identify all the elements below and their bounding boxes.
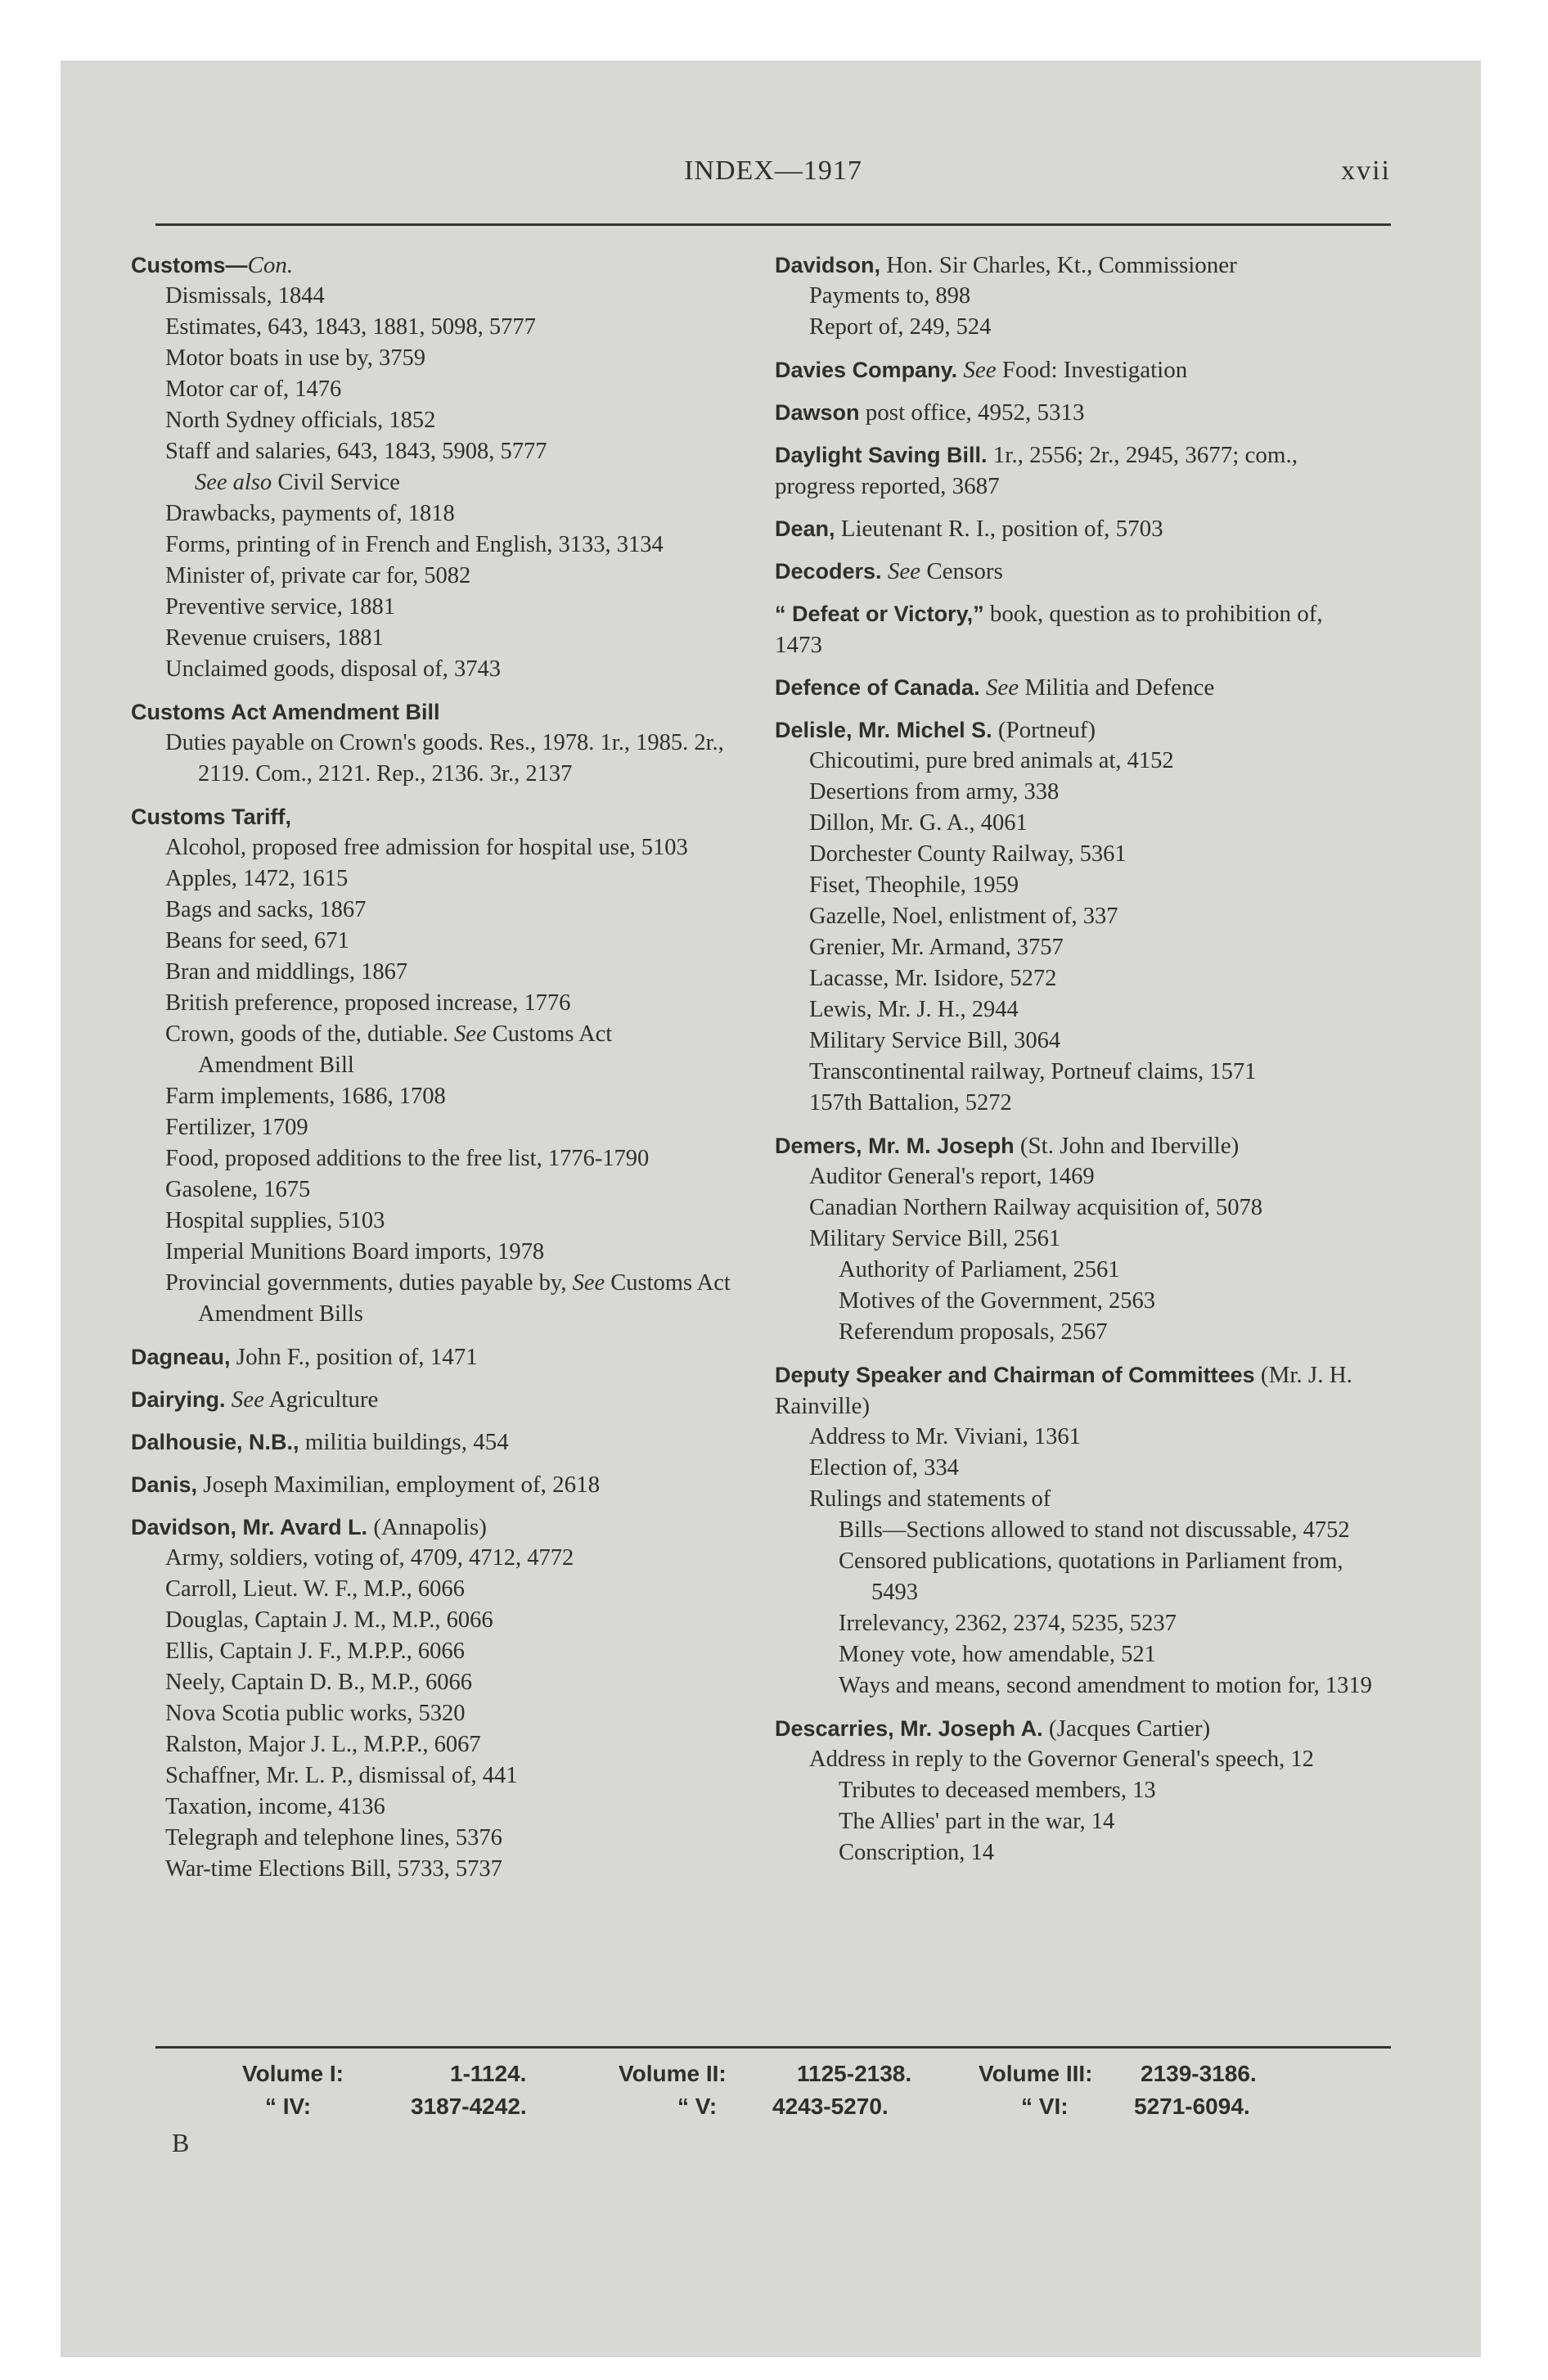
signature-mark: B [172, 2128, 190, 2157]
entry-text: Forms, printing of in French and English, 3133, 3134 [165, 532, 664, 557]
index-subentry [121, 1543, 731, 1574]
entry-text: Bills—Sections allowed to stand not discussable, 4752 [839, 1517, 1350, 1543]
entry-text: British preference, proposed increase, 1776 [165, 990, 571, 1016]
index-heading [765, 714, 1375, 746]
index-subentry [765, 1088, 1375, 1119]
entry-text: Money vote, how amendable, 521 [839, 1642, 1156, 1667]
entry-gap [765, 428, 1375, 439]
entry-text: Staff and salaries, 643, 1843, 5908, 5777 [165, 439, 547, 464]
entry-gap [121, 1373, 731, 1384]
index-subentry [765, 1484, 1375, 1515]
entry-text: Motor boats in use by, 3759 [165, 345, 425, 371]
entry-text: Minister of, private car for, 5082 [165, 563, 471, 588]
index-subentry [121, 988, 731, 1019]
index-subentry [121, 592, 731, 623]
index-heading [765, 354, 1375, 385]
volume-key-row-1 [155, 2061, 1391, 2094]
entry-text: Dismissals, 1844 [165, 283, 325, 309]
heading-detail: book, question as to prohibition of, 1473 [775, 601, 1323, 658]
volume-range: 2139-3186. [1141, 2061, 1257, 2086]
index-subentry [121, 1268, 731, 1330]
index-heading [121, 1469, 731, 1500]
index-subentry [121, 343, 731, 374]
index-subentry [121, 1698, 731, 1729]
left-index-column [121, 250, 731, 1885]
see-target: Customs Act Amendment Bills [198, 1270, 731, 1327]
heading-detail: Censors [920, 558, 1003, 584]
entry-text: Dillon, Mr. G. A., 4061 [809, 810, 1028, 836]
header-rule [155, 223, 1391, 226]
entry-text: Hospital supplies, 5103 [165, 1208, 385, 1233]
index-subsubentry [765, 1515, 1375, 1546]
index-heading [765, 1359, 1375, 1422]
heading-detail: (Jacques Cartier) [1042, 1715, 1211, 1742]
see-target: Customs Act Amendment Bill [198, 1021, 613, 1078]
index-subentry [121, 1667, 731, 1698]
volume-label: Volume II: [619, 2061, 727, 2086]
index-subentry [765, 963, 1375, 994]
entry-text: Crown, goods of the, dutiable. [165, 1021, 455, 1047]
entry-gap [121, 1500, 731, 1512]
page-number: xvii [1341, 156, 1391, 186]
heading-term: Davies Company. [775, 358, 958, 382]
index-subentry [121, 895, 731, 926]
entry-text: Election of, 334 [809, 1455, 959, 1481]
index-subsubentry [765, 1286, 1375, 1317]
entry-text: Estimates, 643, 1843, 1881, 5098, 5777 [165, 314, 536, 340]
entry-text: Rulings and statements of [809, 1486, 1051, 1512]
see-reference: See [454, 1021, 487, 1047]
heading-term: “ Defeat or Victory,” [775, 602, 984, 626]
entry-text: Bags and sacks, 1867 [165, 897, 367, 922]
heading-term: Delisle, Mr. Michel S. [775, 718, 992, 742]
entry-text: Food, proposed additions to the free list, 1776-1790 [165, 1146, 650, 1171]
index-heading [765, 439, 1375, 502]
index-subentry [121, 561, 731, 592]
entry-gap [121, 790, 731, 801]
heading-term: Davidson, Mr. Avard L. [131, 1515, 368, 1539]
index-heading [121, 1341, 731, 1373]
entry-text: Desertions from army, 338 [809, 779, 1060, 805]
index-subentry [765, 808, 1375, 839]
volume-label: “ IV: [265, 2094, 312, 2119]
index-subsubentry [765, 1775, 1375, 1806]
index-subentry [121, 623, 731, 654]
page-title: INDEX—1917 [684, 156, 862, 186]
entry-gap [765, 1348, 1375, 1359]
entry-text: Military Service Bill, 3064 [809, 1028, 1061, 1053]
entry-text: North Sydney officials, 1852 [165, 408, 436, 433]
entry-text: Conscription, 14 [839, 1840, 994, 1865]
entry-text: Farm implements, 1686, 1708 [165, 1084, 446, 1109]
index-subentry [121, 1792, 731, 1823]
entry-text: Gazelle, Noel, enlistment of, 337 [809, 904, 1118, 929]
footer-rule [155, 2046, 1391, 2049]
index-subentry [121, 832, 731, 863]
entry-text: Tributes to deceased members, 13 [839, 1778, 1156, 1803]
index-heading [121, 1512, 731, 1543]
entry-text: Carroll, Lieut. W. F., M.P., 6066 [165, 1576, 465, 1602]
index-heading [765, 513, 1375, 544]
heading-detail: Militia and Defence [1019, 674, 1215, 701]
index-subentry [765, 777, 1375, 808]
volume-label: Volume I: [242, 2061, 344, 2086]
see-reference: See [881, 558, 921, 584]
heading-continued: Con. [247, 252, 294, 278]
heading-term: Danis, [131, 1472, 198, 1497]
index-heading [765, 598, 1375, 660]
volume-range: 1-1124. [450, 2061, 527, 2086]
entry-text: Auditor General's report, 1469 [809, 1164, 1095, 1189]
entry-text: Army, soldiers, voting of, 4709, 4712, 4772 [165, 1545, 574, 1571]
entry-text: Dorchester County Railway, 5361 [809, 841, 1127, 867]
index-heading [765, 1713, 1375, 1744]
index-subentry [121, 498, 731, 530]
index-subentry [121, 1574, 731, 1605]
index-subentry [765, 1057, 1375, 1088]
entry-text: Motives of the Government, 2563 [839, 1288, 1156, 1314]
index-subsubentry [765, 1255, 1375, 1286]
heading-term: Davidson, [775, 253, 881, 277]
entry-gap [765, 544, 1375, 556]
entry-text: Ways and means, second amendment to motion for, 1319 [839, 1673, 1372, 1698]
index-heading [121, 801, 731, 832]
index-subentry [121, 1143, 731, 1174]
index-subentry [121, 957, 731, 988]
heading-term: Dagneau, [131, 1345, 231, 1369]
entry-text: Censored publications, quotations in Parliament from, 5493 [839, 1548, 1343, 1605]
heading-detail: Agriculture [264, 1386, 379, 1413]
heading-detail: Lieutenant R. I., position of, 5703 [835, 516, 1163, 542]
entry-gap [765, 587, 1375, 598]
index-subentry [121, 281, 731, 312]
heading-term: Dalhousie, N.B., [131, 1430, 299, 1454]
entry-gap [121, 1458, 731, 1469]
heading-detail: Hon. Sir Charles, Kt., Commissioner [880, 252, 1237, 278]
index-subentry [121, 1206, 731, 1237]
entry-text: Provincial governments, duties payable by, [165, 1270, 573, 1296]
entry-text: War-time Elections Bill, 5733, 5737 [165, 1856, 502, 1882]
index-subentry [121, 1019, 731, 1081]
index-subentry [121, 1729, 731, 1760]
heading-term: Demers, Mr. M. Joseph [775, 1134, 1015, 1158]
heading-term: Deputy Speaker and Chairman of Committees [775, 1363, 1255, 1387]
heading-detail: militia buildings, 454 [299, 1429, 509, 1455]
volume-label: “ VI: [1021, 2094, 1069, 2119]
index-subentry [765, 1224, 1375, 1255]
entry-text: 157th Battalion, 5272 [809, 1090, 1012, 1116]
entry-text: Civil Service [272, 470, 400, 495]
entry-gap [765, 1119, 1375, 1130]
index-subentry [765, 839, 1375, 870]
index-subsubentry [765, 1608, 1375, 1639]
entry-gap [765, 1702, 1375, 1713]
entry-text: Chicoutimi, pure bred animals at, 4152 [809, 748, 1174, 773]
index-subentry [765, 870, 1375, 901]
see-reference: See [572, 1270, 605, 1296]
heading-term: Decoders. [775, 559, 882, 584]
index-heading [121, 1427, 731, 1458]
entry-text: Taxation, income, 4136 [165, 1794, 385, 1819]
index-subentry [765, 1453, 1375, 1484]
heading-detail: (St. John and Iberville) [1014, 1133, 1240, 1159]
entry-text: Address to Mr. Viviani, 1361 [809, 1424, 1081, 1449]
index-subentry [765, 1192, 1375, 1224]
entry-text: Ellis, Captain J. F., M.P.P., 6066 [165, 1639, 465, 1664]
index-subentry [121, 1760, 731, 1792]
entry-text: Apples, 1472, 1615 [165, 866, 349, 891]
index-subsubentry [765, 1806, 1375, 1837]
index-subsubentry [121, 467, 731, 498]
index-subentry [765, 994, 1375, 1025]
index-subentry [765, 312, 1375, 343]
index-subentry [121, 863, 731, 895]
index-subentry [121, 436, 731, 467]
index-subsubentry [765, 1670, 1375, 1702]
see-reference: See also [195, 470, 272, 495]
index-heading [765, 1130, 1375, 1161]
entry-text: Douglas, Captain J. M., M.P., 6066 [165, 1607, 493, 1633]
entry-text: Lacasse, Mr. Isidore, 5272 [809, 966, 1057, 991]
index-subentry [765, 1744, 1375, 1775]
volume-range: 4243-5270. [772, 2094, 889, 2119]
heading-detail: Food: Investigation [996, 357, 1188, 383]
index-subentry [121, 405, 731, 436]
page-header [155, 147, 1391, 196]
index-subentry [765, 1025, 1375, 1057]
heading-term: Customs Tariff, [131, 805, 292, 829]
entry-text: Fiset, Theophile, 1959 [809, 872, 1019, 898]
index-subsubentry [765, 1317, 1375, 1348]
heading-term: Customs— [131, 253, 248, 277]
index-subsubentry [765, 1546, 1375, 1608]
entry-text: Preventive service, 1881 [165, 594, 395, 620]
index-subentry [765, 1422, 1375, 1453]
entry-text: Irrelevancy, 2362, 2374, 5235, 5237 [839, 1611, 1177, 1636]
see-reference: See [957, 357, 997, 383]
entry-text: Alcohol, proposed free admission for hospital use, 5103 [165, 835, 688, 860]
heading-term: Daylight Saving Bill. [775, 443, 988, 467]
index-subentry [121, 1174, 731, 1206]
volume-range: 1125-2138. [797, 2061, 912, 2086]
entry-text: Telegraph and telephone lines, 5376 [165, 1825, 502, 1850]
volume-label: “ V: [677, 2094, 718, 2119]
entry-text: Schaffner, Mr. L. P., dismissal of, 441 [165, 1763, 518, 1788]
index-subentry [765, 901, 1375, 932]
volume-label: Volume III: [979, 2061, 1093, 2086]
index-subentry [121, 1854, 731, 1885]
index-subentry [765, 932, 1375, 963]
entry-text: Neely, Captain D. B., M.P., 6066 [165, 1670, 472, 1695]
index-subentry [765, 281, 1375, 312]
entry-text: Transcontinental railway, Portneuf claims, 1571 [809, 1059, 1257, 1084]
entry-text: Drawbacks, payments of, 1818 [165, 501, 455, 526]
index-heading [121, 250, 731, 281]
entry-text: Canadian Northern Railway acquisition of, 5078 [809, 1195, 1263, 1220]
heading-term: Customs Act Amendment Bill [131, 700, 440, 724]
entry-text: Lewis, Mr. J. H., 2944 [809, 997, 1019, 1022]
see-reference: See [225, 1386, 265, 1413]
index-heading [765, 556, 1375, 587]
entry-text: Unclaimed goods, disposal of, 3743 [165, 656, 502, 682]
index-subentry [121, 1081, 731, 1112]
index-subentry [121, 1112, 731, 1143]
index-subentry [121, 926, 731, 957]
heading-detail: Joseph Maximilian, employment of, 2618 [197, 1472, 601, 1498]
index-subentry [121, 728, 731, 790]
entry-text: Ralston, Major J. L., M.P.P., 6067 [165, 1732, 481, 1757]
entry-text: Imperial Munitions Board imports, 1978 [165, 1239, 545, 1264]
entry-gap [121, 1415, 731, 1427]
heading-term: Descarries, Mr. Joseph A. [775, 1716, 1043, 1741]
entry-gap [121, 685, 731, 696]
entry-text: Nova Scotia public works, 5320 [165, 1701, 466, 1726]
index-subentry [121, 530, 731, 561]
index-subentry [121, 654, 731, 685]
entry-text: Address in reply to the Governor General's speech, 12 [809, 1747, 1314, 1772]
index-heading [765, 397, 1375, 428]
entry-text: Revenue cruisers, 1881 [165, 625, 384, 651]
index-heading [121, 1384, 731, 1415]
heading-detail: (Mr. J. H. Rainville) [775, 1362, 1352, 1419]
index-subsubentry [765, 1837, 1375, 1868]
entry-gap [765, 703, 1375, 714]
index-subentry [121, 1823, 731, 1854]
index-heading [765, 250, 1375, 281]
entry-gap [121, 1330, 731, 1341]
entry-text: Gasolene, 1675 [165, 1177, 311, 1202]
entry-text: Fertilizer, 1709 [165, 1115, 308, 1140]
entry-gap [765, 385, 1375, 397]
index-subsubentry [765, 1639, 1375, 1670]
index-heading [765, 672, 1375, 703]
index-subentry [121, 312, 731, 343]
index-subentry [121, 1237, 731, 1268]
entry-text: Duties payable on Crown's goods. Res., 1978. 1r., 1985. 2r., 2119. Com., 2121. Rep., 2136. 3r., 2137 [165, 730, 724, 787]
index-subentry [121, 1636, 731, 1667]
volume-range: 5271-6094. [1134, 2094, 1250, 2119]
heading-detail: 1r., 2556; 2r., 2945, 3677; com., progress reported, 3687 [775, 442, 1298, 499]
entry-text: Payments to, 898 [809, 283, 971, 309]
entry-gap [765, 660, 1375, 672]
entry-text: Grenier, Mr. Armand, 3757 [809, 935, 1064, 960]
heading-detail: (Portneuf) [992, 717, 1096, 743]
heading-detail: John F., position of, 1471 [230, 1344, 478, 1370]
entry-text: Bran and middlings, 1867 [165, 959, 408, 985]
index-heading [121, 696, 731, 728]
heading-detail: post office, 4952, 5313 [859, 399, 1085, 426]
entry-text: Authority of Parliament, 2561 [839, 1257, 1120, 1282]
entry-text: Report of, 249, 524 [809, 314, 992, 340]
heading-term: Defence of Canada. [775, 675, 980, 700]
index-subentry [121, 374, 731, 405]
see-reference: See [979, 674, 1019, 701]
entry-text: The Allies' part in the war, 14 [839, 1809, 1115, 1834]
entry-text: Motor car of, 1476 [165, 376, 342, 402]
index-subentry [121, 1605, 731, 1636]
heading-term: Dairying. [131, 1387, 226, 1412]
entry-text: Beans for seed, 671 [165, 928, 349, 953]
index-subentry [765, 1161, 1375, 1192]
volume-range: 3187-4242. [411, 2094, 527, 2119]
right-index-column [765, 250, 1375, 1868]
index-subentry [765, 746, 1375, 777]
volume-key-row-2 [155, 2094, 1391, 2126]
heading-term: Dawson [775, 400, 860, 425]
entry-text: Military Service Bill, 2561 [809, 1226, 1061, 1251]
heading-term: Dean, [775, 516, 835, 541]
entry-gap [765, 343, 1375, 354]
heading-detail: (Annapolis) [367, 1514, 487, 1540]
entry-text: Referendum proposals, 2567 [839, 1319, 1108, 1345]
entry-gap [765, 502, 1375, 513]
